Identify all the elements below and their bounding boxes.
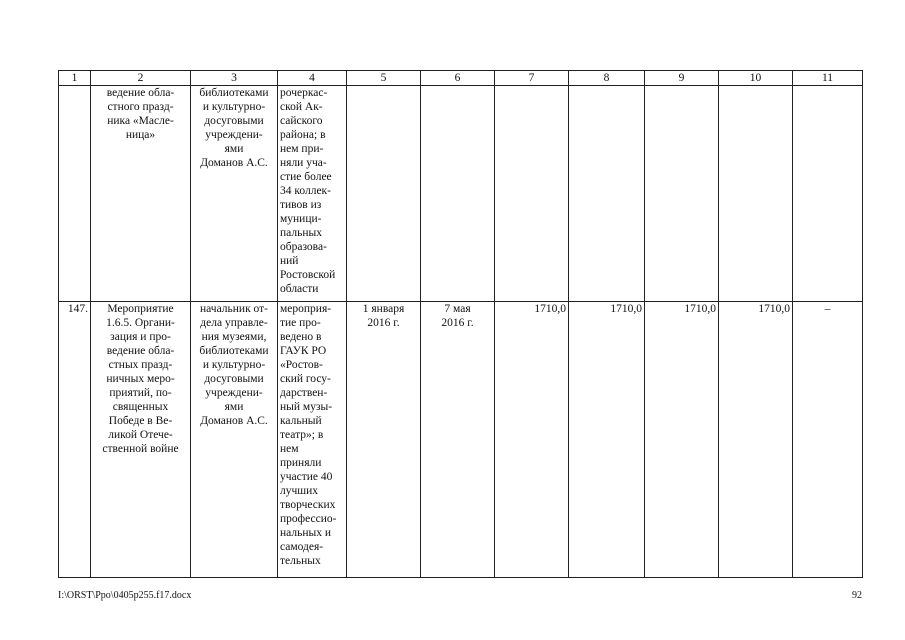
header-cell: 9 — [645, 71, 719, 86]
page-number: 92 — [852, 590, 862, 601]
value-cell: 1710,0 — [569, 302, 645, 578]
header-row — [59, 71, 863, 86]
responsible-cell: начальник от- дела управле- ния музеями, библиотеками и культурно- досуговыми учреждени- ями Доманов А.С. — [191, 302, 278, 578]
value-cell: 1710,0 — [495, 302, 569, 578]
header-cell: 6 — [421, 71, 495, 86]
value-cell — [645, 86, 719, 302]
header-cell: 3 — [191, 71, 278, 86]
header-cell: 4 — [278, 71, 347, 86]
note-cell — [793, 86, 863, 302]
header-cell: 11 — [793, 71, 863, 86]
value-cell — [569, 86, 645, 302]
row-number-cell: 147. — [59, 302, 91, 578]
value-cell: 1710,0 — [719, 302, 793, 578]
header-cell: 8 — [569, 71, 645, 86]
event-name-cell: ведение обла- стного празд- ника «Масле- ница» — [91, 86, 191, 302]
value-cell: 1710,0 — [645, 302, 719, 578]
start-date-cell — [347, 86, 421, 302]
start-date-cell: 1 января 2016 г. — [347, 302, 421, 578]
plan-table — [58, 70, 863, 578]
header-cell: 10 — [719, 71, 793, 86]
header-cell: 5 — [347, 71, 421, 86]
responsible-cell: библиотеками и культурно- досуговыми учреждени- ями Доманов А.С. — [191, 86, 278, 302]
row-number-cell — [59, 86, 91, 302]
table-row-continued — [59, 86, 863, 302]
event-name-cell: Мероприятие 1.6.5. Органи- зация и про- ведение обла- стных празд- ничных меро- приятий, по- священных Победе в Ве- ликой Отече- ственной войне — [91, 302, 191, 578]
result-cell: мероприя- тие про- ведено в ГАУК РО «Ростов- ский госу- дарствен- ный музы- кальный театр»; в нем приняли участие 40 лучших творческих профессио- нальных и самодея- тельных — [278, 302, 347, 578]
table-row-147 — [59, 302, 863, 578]
page-footer — [58, 590, 862, 604]
end-date-cell: 7 мая 2016 г. — [421, 302, 495, 578]
value-cell — [495, 86, 569, 302]
value-cell — [719, 86, 793, 302]
header-cell: 1 — [59, 71, 91, 86]
file-path: I:\ORST\Ppo\0405p255.f17.docx — [58, 590, 192, 601]
result-cell: рочеркас- ской Ак- сайского района; в нем при- няли уча- стие более 34 коллек- тивов из муници- пальных образова- ний Ростовской области — [278, 86, 347, 302]
note-cell: – — [793, 302, 863, 578]
header-cell: 7 — [495, 71, 569, 86]
end-date-cell — [421, 86, 495, 302]
header-cell: 2 — [91, 71, 191, 86]
